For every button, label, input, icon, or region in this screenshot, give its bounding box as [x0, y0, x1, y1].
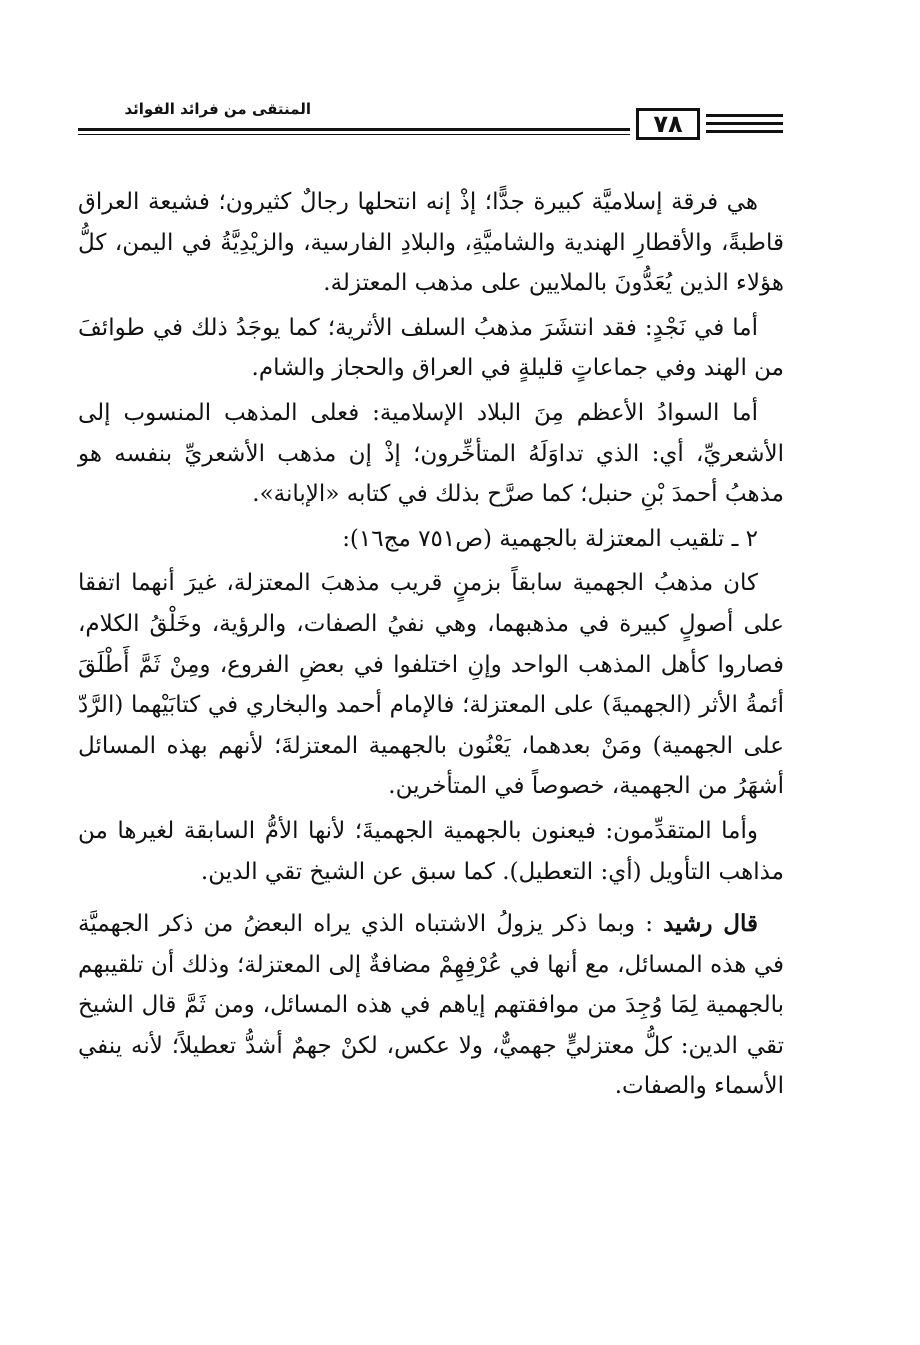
paragraph-rashid [78, 904, 784, 1107]
paragraph-jahmiyya: كان مذهبُ الجهمية سابقاً بزمنٍ قريب مذهبَ المعتزلة، غيرَ أنهما اتفقا على أصولٍ كبيرة في مذهبهما، وهي نفيُ الصفات، والرؤية، وخَلْقُ الكلام، فصاروا كأهل المذهب الواحد وإنِ اختلفوا في بعضِ الفروع، ومِنْ ثَمَّ أَطْلَقَ أئمةُ الأثر (الجهميةَ) على المعتزلة؛ فالإمام أحمد والبخاري في كتابَيْهما (الرَّدّ على الجهمية) ومَنْ بعدهما، يَعْنُون بالجهمية المعتزلةَ؛ لأنهم بهذه المسائل أشهَرُ من الجهمية، خصوصاً في المتأخرين. [78, 570, 785, 800]
paragraph-sects: هي فرقة إسلاميَّة كبيرة جدًّا؛ إذْ إنه انتحلها رجالٌ كثيرون؛ فشيعة العراق قاطبةً، والأقطارِ الهندية والشاميَّةِ، والبلادِ الفارسية، والزيْدِيَّةُ في اليمن، كلُّ هؤلاء الذين يُعَدُّونَ بالملايين على مذهب المعتزلة. [78, 189, 784, 297]
header-rule-thick [78, 128, 630, 131]
header-rule-right-3 [706, 130, 783, 133]
page-header [78, 92, 783, 142]
paragraph-early-scholars: وأما المتقدِّمون: فيعنون بالجهمية الجهميةَ؛ لأنها الأمُّ السابقة لغيرها من مذاهب التأويل (أي: التعطيل). كما سبق عن الشيخ تقي الدين. [78, 817, 784, 885]
paragraph-najd: أما في نَجْدٍ: فقد انتشَرَ مذهبُ السلف الأثرية؛ كما يوجَدُ ذلك في طوائفَ من الهند وفي جماعاتٍ قليلةٍ في العراق والحجاز والشام. [78, 314, 784, 382]
running-title: المنتقى من فرائد الفوائد [124, 100, 311, 118]
header-rule-right-1 [706, 114, 783, 117]
paragraph-ashari: أما السوادُ الأعظم مِنَ البلاد الإسلامية: فعلى المذهب المنسوب إلى الأشعريِّ، أي: الذي تداوَلَهُ المتأخِّرون؛ إذْ إن مذهب الأشعريِّ بنفسه هو مذهبُ أحمدَ بْنِ حنبل؛ كما صرَّح بذلك في كتابه «الإبانة». [78, 399, 784, 508]
speaker-name: قال رشيد [663, 910, 758, 938]
page-body [78, 182, 784, 1119]
page-number: ٧٨ [636, 108, 700, 140]
header-rule-thin [78, 134, 630, 135]
section-heading: ٢ ـ تلقيب المعتزلة بالجهمية (ص٧٥١ مج١٦): [342, 525, 758, 552]
header-rule-right-2 [706, 122, 783, 125]
paragraph-rashid-text: : وبما ذكر يزولُ الاشتباه الذي يراه البعضُ من ذكر الجهميَّة في هذه المسائل، مع أنها في عُرْفِهِمْ مضافةٌ إلى المعتزلة؛ وذلك أن تلقيبهم بالجهمية لِمَا وُجِدَ من موافقتهم إياهم في هذه المسائل، ومن ثَمَّ قال الشيخ تقي الدين: كلُّ معتزليٍّ جهميٌّ، ولا عكس، لكنْ جهمٌ أشدُّ تعطيلاً؛ لأنه ينفي الأسماء والصفات. [78, 911, 784, 1100]
